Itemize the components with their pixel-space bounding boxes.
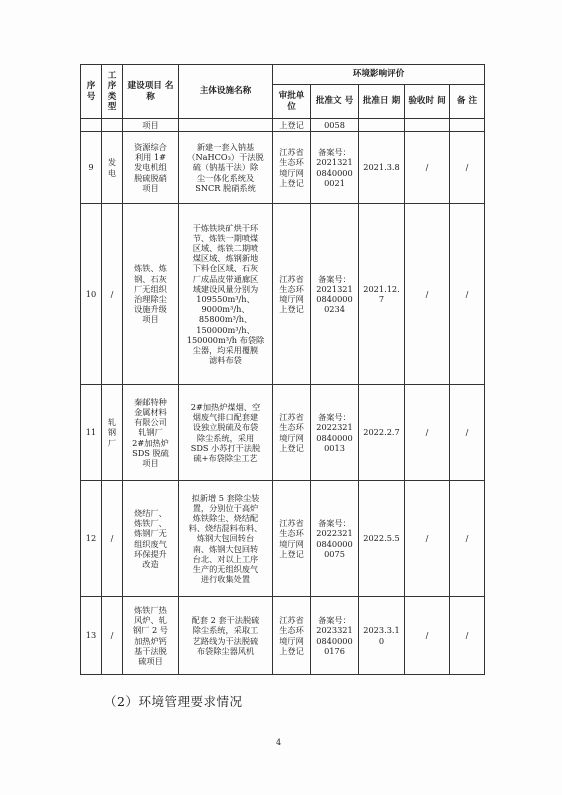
cell-remarks: /: [450, 132, 485, 204]
table-row: [81, 204, 485, 385]
cell-approval-unit: 上登记: [273, 119, 311, 132]
cell-acceptance-time: /: [405, 385, 450, 481]
cell-seq: 10: [81, 204, 102, 385]
cell-main-facility: [179, 119, 273, 132]
page-number: 4: [276, 738, 282, 747]
cell-approval-doc: 备案号： 2021321 0840000 0234: [311, 204, 359, 385]
cell-main-facility: 拟新增 5 套除尘装 置，分别位于高炉 炼铁除尘、烧结配 料、烧结混料布料、 炼钢大包回转台 南、炼钢大包回转 台北、对以上工序 生产的无组织废气 进行收集处置: [179, 481, 273, 597]
section-heading: （2）环境管理要求情况: [104, 694, 243, 709]
header-approval-unit: 审批单 位: [273, 85, 311, 119]
cell-approval-doc: 备案号： 2023321 0840000 0176: [311, 597, 359, 675]
cell-main-facility: 2#加热炉煤烟、空 烟废气排口配套建 设独立脱硫及布袋 除尘系统，采用 SDS 小苏打干法脱 硫+布袋除尘工艺: [179, 385, 273, 481]
cell-acceptance-time: /: [405, 597, 450, 675]
cell-approval-unit: 江苏省 生态环 境厅网 上登记: [273, 204, 311, 385]
cell-approval-date: 2021.12. 7: [359, 204, 405, 385]
cell-project-name: 资源综合 利用 1# 发电机组 脱硫脱硝 项目: [123, 132, 179, 204]
cell-seq: [81, 119, 102, 132]
cell-process-type: [102, 119, 123, 132]
header-main-facility: 主体设施名称: [179, 65, 273, 119]
cell-project-name: 烧结厂、 炼铁厂、 炼钢厂无 组织废气 环保提升 改造: [123, 481, 179, 597]
cell-project-name: 炼铁、炼 钢、石灰 厂无组织 治理除尘 设施升级 项目: [123, 204, 179, 385]
cell-project-name: 项目: [123, 119, 179, 132]
cell-project-name: 秦邮特种 金属材料 有限公司 轧钢厂 2#加热炉 SDS 脱硫 项目: [123, 385, 179, 481]
header-seq: 序 号: [81, 65, 102, 119]
cell-remarks: /: [450, 481, 485, 597]
environmental-impact-table: [80, 64, 485, 675]
table-row: [81, 597, 485, 675]
cell-seq: 11: [81, 385, 102, 481]
cell-remarks: /: [450, 597, 485, 675]
cell-remarks: /: [450, 385, 485, 481]
cell-main-facility: 干炼铁块矿烘干环 节、炼铁一期喷煤 区域、炼铁二期喷 煤区域、炼钢新地 下料仓区域、石灰 厂成品皮带通廊区 域建设风量分别为 109550m³/h、 9000m³/h、 85800m³/h、 150000m³/h、 150000m³/h 布袋除 尘器，均采用覆膜 滤料布袋: [179, 204, 273, 385]
cell-approval-unit: 江苏省 生态环 境厅网 上登记: [273, 385, 311, 481]
cell-acceptance-time: /: [405, 132, 450, 204]
header-approval-doc: 批准文 号: [311, 85, 359, 119]
table-row: [81, 132, 485, 204]
cell-approval-unit: 江苏省 生态环 境厅网 上登记: [273, 597, 311, 675]
cell-acceptance-time: [405, 119, 450, 132]
table-row: [81, 385, 485, 481]
header-eia-group: 环境影响评价: [273, 65, 485, 85]
header-acceptance-time: 验收时 间: [405, 85, 450, 119]
cell-approval-date: 2023.3.1 0: [359, 597, 405, 675]
cell-approval-doc: 0058: [311, 119, 359, 132]
cell-approval-unit: 江苏省 生态环 境厅网 上登记: [273, 481, 311, 597]
cell-acceptance-time: /: [405, 204, 450, 385]
header-project-name: 建设项目 名称: [123, 65, 179, 119]
table-row: [81, 481, 485, 597]
cell-main-facility: 新建一套入钠基 （NaHCO₃）干法脱 硫（钠基干法）除 尘一体化系统及 SNCR 脱硝系统: [179, 132, 273, 204]
cell-seq: 12: [81, 481, 102, 597]
cell-process-type: 轧 钢 厂: [102, 385, 123, 481]
cell-approval-doc: 备案号： 2021321 0840000 0021: [311, 132, 359, 204]
cell-approval-date: 2022.2.7: [359, 385, 405, 481]
cell-process-type: /: [102, 204, 123, 385]
cell-approval-doc: 备案号： 2022321 0840000 0013: [311, 385, 359, 481]
table-row-continuation: [81, 119, 485, 132]
cell-process-type: /: [102, 597, 123, 675]
header-approval-date: 批准日 期: [359, 85, 405, 119]
header-process-type: 工 序 类 型: [102, 65, 123, 119]
cell-seq: 13: [81, 597, 102, 675]
cell-acceptance-time: /: [405, 481, 450, 597]
cell-approval-date: 2022.5.5: [359, 481, 405, 597]
cell-main-facility: 配套 2 套干法脱硫 除尘系统，采取工 艺路线为干法脱硫 布袋除尘器风机: [179, 597, 273, 675]
cell-remarks: [450, 119, 485, 132]
cell-remarks: /: [450, 204, 485, 385]
cell-seq: 9: [81, 132, 102, 204]
cell-process-type: 发 电: [102, 132, 123, 204]
cell-project-name: 炼铁厂热 风炉、轧 钢厂 2 号 加热炉钙 基干法脱 硫项目: [123, 597, 179, 675]
cell-approval-date: 2021.3.8: [359, 132, 405, 204]
cell-approval-doc: 备案号： 2022321 0840000 0075: [311, 481, 359, 597]
cell-approval-unit: 江苏省 生态环 境厅网 上登记: [273, 132, 311, 204]
cell-approval-date: [359, 119, 405, 132]
cell-process-type: /: [102, 481, 123, 597]
header-remarks: 备 注: [450, 85, 485, 119]
